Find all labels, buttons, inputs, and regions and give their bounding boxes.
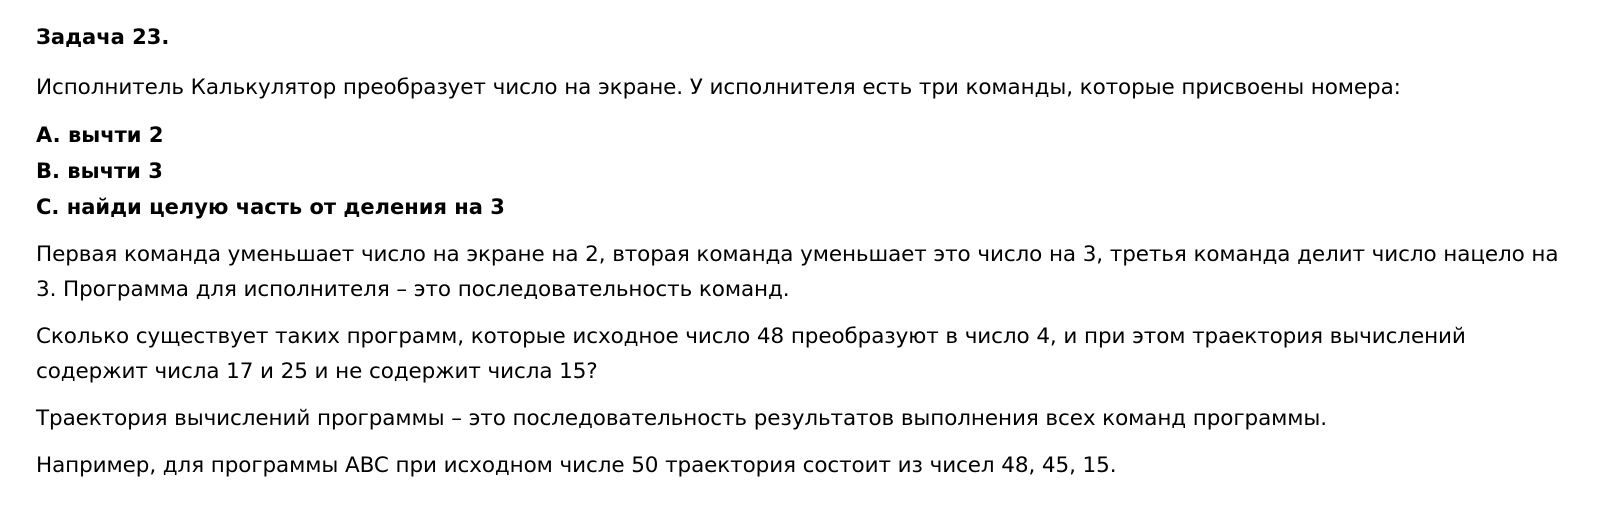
command-b-text: вычти 3 — [67, 159, 163, 183]
question-paragraph: Сколько существует таких программ, которые исходное число 48 преобразуют в число 4, и при этом траектория вычислений содержит числа 17 и 25 и не содержит числа 15? — [36, 324, 1466, 384]
intro-paragraph: Исполнитель Калькулятор преобразует число на экране. У исполнителя есть три команды, которые присвоены номера: — [36, 75, 1401, 100]
command-c-text: найди целую часть от деления на 3 — [66, 195, 505, 219]
command-a-text: вычти 2 — [67, 123, 164, 147]
task-title: Задача 23. — [36, 25, 170, 49]
example-paragraph: Например, для программы ABC при исходном числе 50 траектория состоит из чисел 48, 45, 15. — [36, 453, 1117, 478]
command-a — [36, 117, 1580, 153]
command-c-letter: C. — [36, 195, 60, 219]
command-c — [36, 189, 1580, 225]
description-paragraph: Первая команда уменьшает число на экране на 2, вторая команда уменьшает это число на 3, третья команда делит число нацело на 3. Программа для исполнителя – это последовательность команд. — [36, 242, 1559, 302]
definition-paragraph: Траектория вычислений программы – это последовательность результатов выполнения всех команд программы. — [36, 406, 1328, 431]
command-b-letter: B. — [36, 159, 60, 183]
command-a-letter: A. — [36, 123, 61, 147]
command-list — [36, 117, 1580, 225]
command-b — [36, 153, 1580, 189]
